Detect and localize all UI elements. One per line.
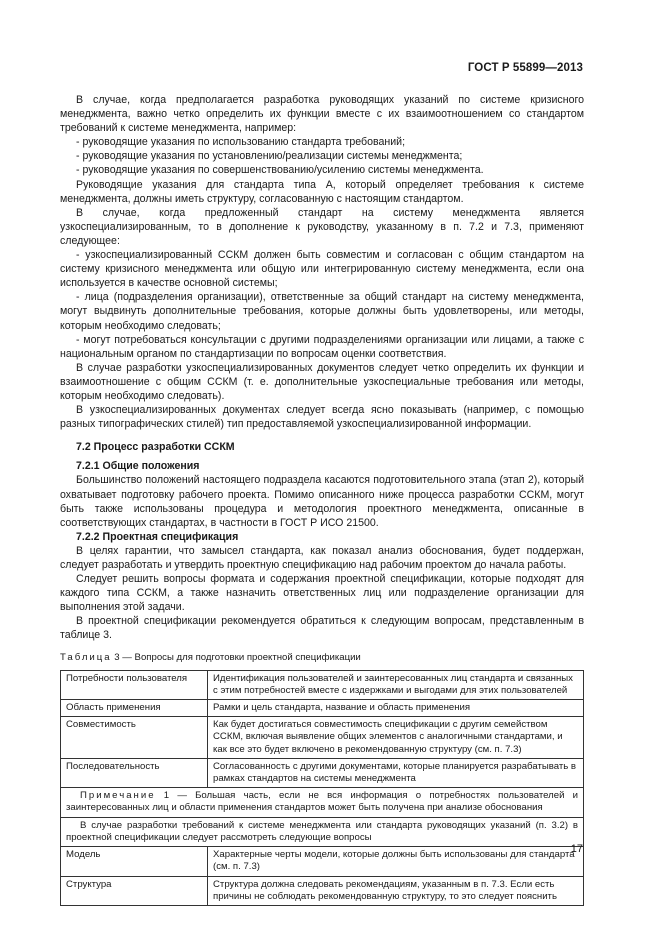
- table-span-text: В случае разработки требований к системе менеджмента или стандарта руководящих указаний (п. 3.2) в проектной спецификации следует рассмотреть следующие вопросы: [61, 817, 584, 846]
- table-caption-text: 3 — Вопросы для подготовки проектной спецификации: [114, 651, 361, 663]
- table-caption: [60, 651, 584, 665]
- list-item: - руководящие указания по использованию стандарта требований;: [76, 136, 406, 149]
- table-cell-value: Согласованность с другими документами, которые планируется разрабатывать в рамках стандартов на системы менеджмента: [208, 758, 584, 787]
- section-heading-7-2: 7.2 Процесс разработки ССКМ: [76, 441, 235, 454]
- paragraph: В случае разработки узкоспециализированных документов следует четко определить их функции и взаимоотношение с общим ССКМ (т. е. дополнительные узкоспециальные требования или методы, которым необходимо следовать).: [60, 361, 584, 402]
- table-row: [61, 670, 584, 699]
- list-item: - руководящие указания по совершенствованию/усилению системы менеджмента.: [76, 164, 484, 177]
- table-cell-key: Последовательность: [61, 758, 208, 787]
- document-code: ГОСТ Р 55899—2013: [467, 62, 583, 74]
- table-cell-value: Как будет достигаться совместимость спецификации с другим семейством ССКМ, включая выявление общих элементов с аналогичными стандартами, и как все это будет включено в рекомендованную структуру (см. п. 7.3): [208, 717, 584, 759]
- list-item: - могут потребоваться консультации с другими подразделениями организации или лицами, а также с национальным органом по стандартизации по вопросам оценки соответствия.: [60, 333, 584, 360]
- table-cell-key: Совместимость: [61, 717, 208, 759]
- page-content: [60, 93, 584, 906]
- table-row: [61, 758, 584, 787]
- table-cell-value: Структура должна следовать рекомендациям, указанным в п. 7.3. Если есть причины не соблюдать рекомендованную структуру, то это следует пояснить: [208, 876, 584, 905]
- paragraph: Руководящие указания для стандарта типа А, который определяет требования к системе менеджмента, должны иметь структуру, согласованную с настоящим стандартом.: [60, 178, 584, 205]
- table-row: [61, 717, 584, 759]
- list-item: - руководящие указания по установлению/реализации системы менеджмента;: [76, 150, 463, 163]
- table-span-row: [61, 817, 584, 846]
- paragraph: Следует решить вопросы формата и содержания проектной спецификации, которые подходят для каждого типа ССКМ, а также назначить ответственных лиц или подразделение организации для выполнения этой задачи.: [60, 573, 584, 614]
- table-cell-key: Область применения: [61, 700, 208, 717]
- table-note: [61, 788, 584, 817]
- note-label: Примечание: [80, 790, 156, 802]
- section-heading-7-2-1: 7.2.1 Общие положения: [76, 460, 200, 473]
- paragraph: В случае, когда предложенный стандарт на систему менеджмента является узкоспециализированным, то в дополнение к руководству, указанному в п. 7.2 и 7.3, применяют следующее:: [60, 206, 584, 247]
- spec-table: [60, 670, 584, 906]
- page-number: 17: [570, 843, 583, 855]
- note-text: 1 — Большая часть, если не вся информация о потребностях пользователей и заинтересованных лиц и области применения стандартов может быть получена при анализе обоснования: [66, 790, 579, 814]
- paragraph: В случае, когда предполагается разработка руководящих указаний по системе кризисного менеджмента, важно четко определить их функции вместе с их взаимоотношением со стандартом требований к системе менеджмента, например:: [60, 94, 584, 135]
- table-cell-key: Модель: [61, 847, 208, 876]
- table-cell-key: Потребности пользователя: [61, 670, 208, 699]
- table-row: [61, 700, 584, 717]
- paragraph: Большинство положений настоящего подраздела касаются подготовительного этапа (этап 2), который охватывает подготовку рабочего проекта. Помимо описанного ниже процесса разработки ССКМ, могут быть также использованы процедура и методология проектного менеджмента, описанные в соответствующих стандартах, в частности в ГОСТ Р ИСО 21500.: [60, 474, 584, 529]
- table-caption-label: Таблица: [60, 651, 112, 663]
- table-cell-key: Структура: [61, 876, 208, 905]
- list-item: - узкоспециализированный ССКМ должен быть совместим и согласован с общим стандартом на систему кризисного менеджмента или общую или интегрированную систему менеджмента, если она используется в качестве основной системы;: [60, 249, 584, 290]
- table-cell-value: Характерные черты модели, которые должны быть использованы для стандарта (см. п. 7.3): [208, 847, 584, 876]
- table-row: [61, 876, 584, 905]
- table-cell-value: Идентификация пользователей и заинтересованных лиц стандарта и связанных с этим потребностей вместе с издержками и выгодами для этих пользователей: [208, 670, 584, 699]
- table-row: [61, 847, 584, 876]
- list-item: - лица (подразделения организации), ответственные за общий стандарт на систему менеджмента, могут выдвинуть дополнительные требования, которые должны быть удовлетворены, или методы, которым необходимо следовать;: [60, 291, 584, 332]
- paragraph: В целях гарантии, что замысел стандарта, как показал анализ обоснования, будет поддержан, следует разработать и утвердить проектную спецификацию над рабочим проектом до начала работы.: [60, 544, 584, 571]
- paragraph: В проектной спецификации рекомендуется обратиться к следующим вопросам, представленным в таблице 3.: [60, 615, 584, 642]
- paragraph: В узкоспециализированных документах следует всегда ясно показывать (например, с помощью разных типографических стилей) тип предоставляемой узкоспециализированной информации.: [60, 404, 584, 431]
- table-cell-value: Рамки и цель стандарта, название и область применения: [208, 700, 584, 717]
- table-note-row: [61, 788, 584, 817]
- section-heading-7-2-2: 7.2.2 Проектная спецификация: [76, 530, 239, 543]
